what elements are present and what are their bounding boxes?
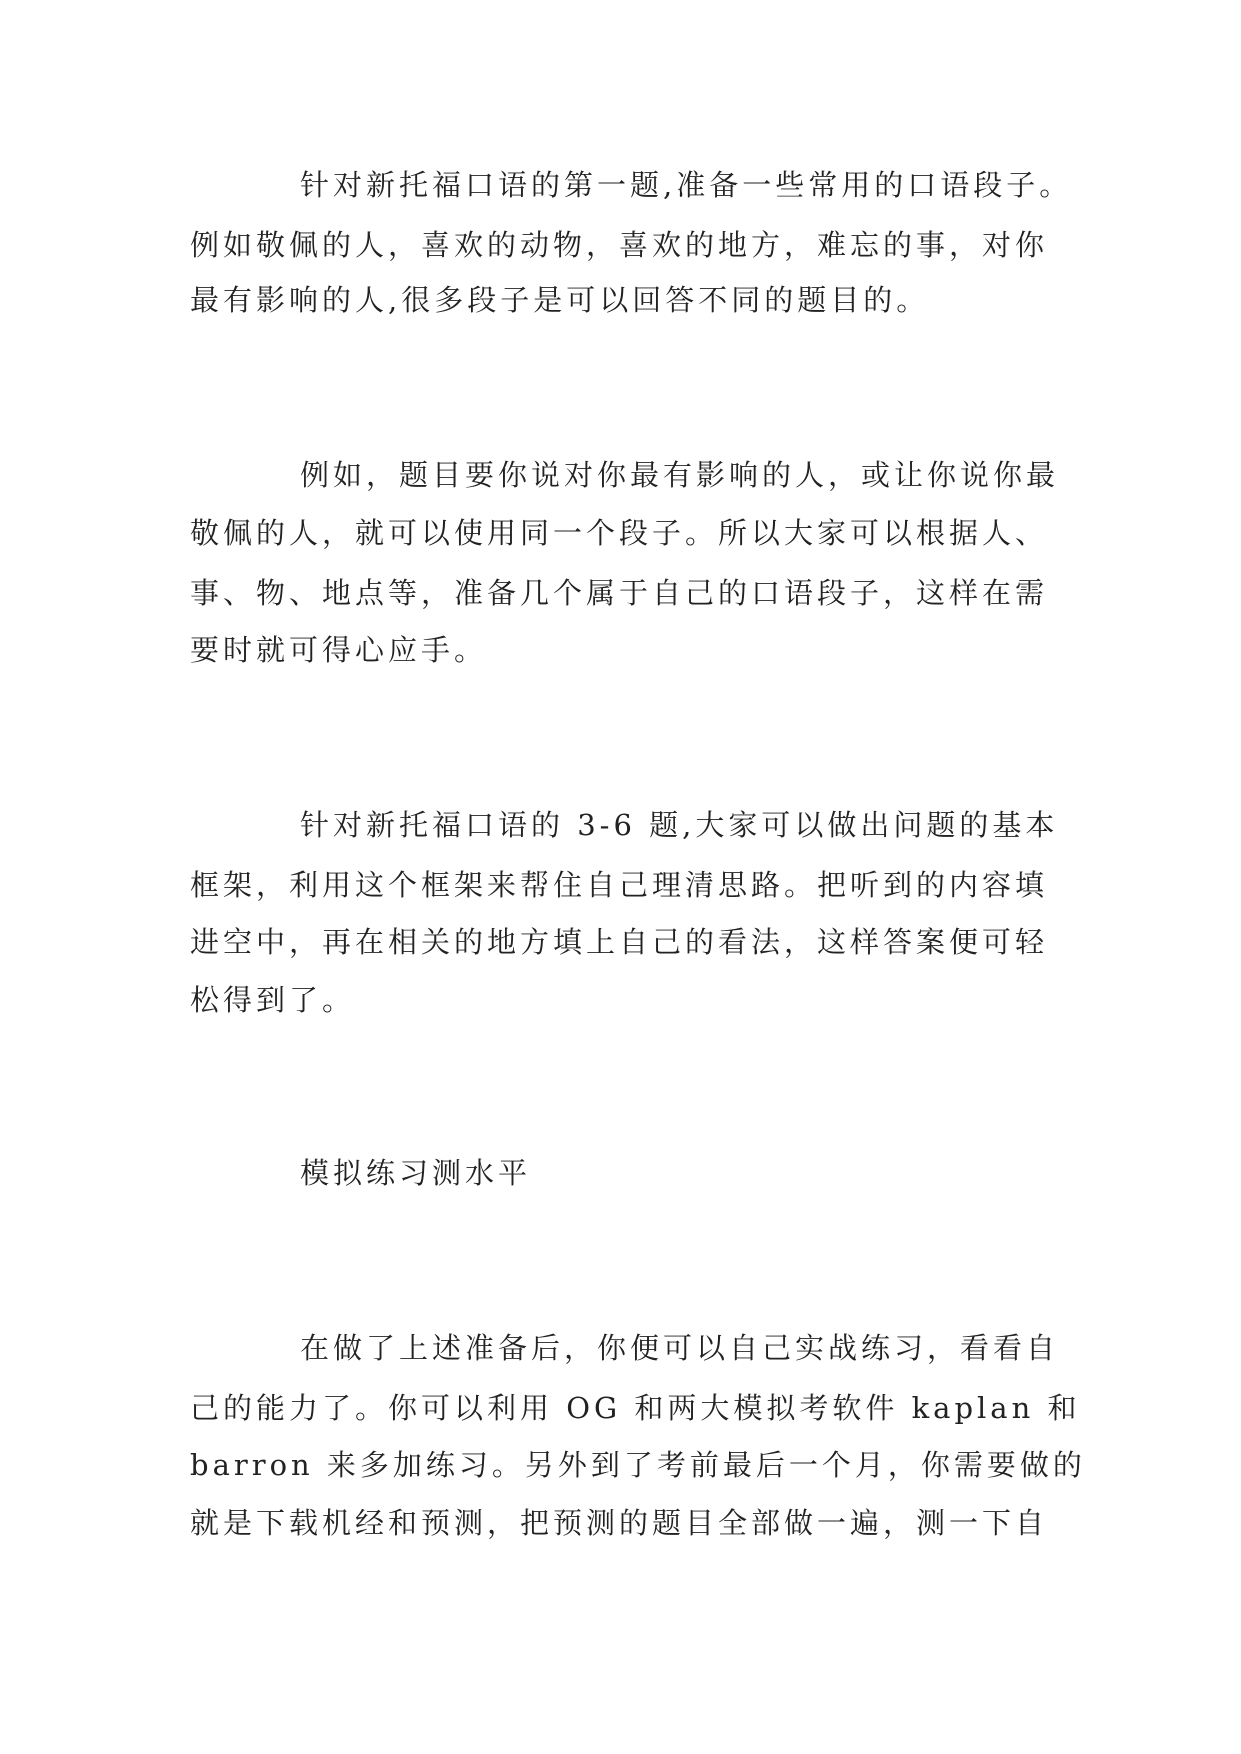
- paragraph-3-line-4: 松得到了。: [190, 983, 356, 1017]
- paragraph-5-line-4: 就是下载机经和预测，把预测的题目全部做一遍，测一下自: [190, 1506, 1049, 1540]
- paragraph-2-line-2: 敬佩的人，就可以使用同一个段子。所以大家可以根据人、: [190, 516, 1049, 550]
- paragraph-5-line-3: barron 来多加练习。另外到了考前最后一个月，你需要做的: [190, 1448, 1086, 1482]
- paragraph-2-line-1: 例如，题目要你说对你最有影响的人，或让你说你最: [300, 458, 1060, 492]
- paragraph-3-line-2: 框架，利用这个框架来帮住自己理清思路。把听到的内容填: [190, 868, 1049, 902]
- paragraph-2-line-3: 事、物、地点等，准备几个属于自己的口语段子，这样在需: [190, 576, 1049, 610]
- paragraph-3-line-3: 进空中，再在相关的地方填上自己的看法，这样答案便可轻: [190, 925, 1049, 959]
- paragraph-5-line-2: 己的能力了。你可以利用 OG 和两大模拟考软件 kaplan 和: [190, 1391, 1081, 1425]
- paragraph-1-line-1: 针对新托福口语的第一题,准备一些常用的口语段子。: [300, 168, 1073, 202]
- paragraph-2-line-4: 要时就可得心应手。: [190, 633, 488, 667]
- section-heading: 模拟练习测水平: [300, 1156, 532, 1190]
- paragraph-1-line-2: 例如敬佩的人，喜欢的动物，喜欢的地方，难忘的事，对你: [190, 228, 1049, 262]
- paragraph-3-line-1: 针对新托福口语的 3-6 题,大家可以做出问题的基本: [300, 808, 1059, 842]
- paragraph-1-line-3: 最有影响的人,很多段子是可以回答不同的题目的。: [190, 283, 930, 317]
- paragraph-5-line-1: 在做了上述准备后，你便可以自己实战练习，看看自: [300, 1331, 1060, 1365]
